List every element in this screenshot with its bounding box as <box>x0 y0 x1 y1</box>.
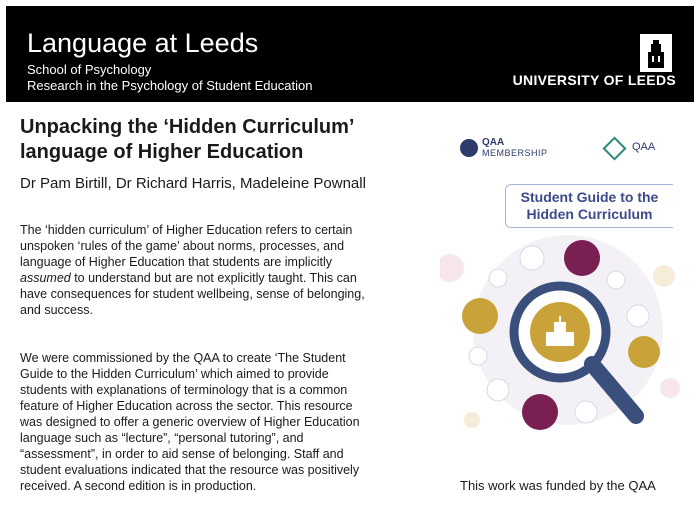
qaa-membership-icon <box>460 139 478 157</box>
text-line <box>20 270 400 286</box>
funding-note: This work was funded by the QAA <box>460 478 656 493</box>
text-span: to understand but are not explicitly taught. This can <box>70 271 357 285</box>
research-group: Research in the Psychology of Student Education <box>27 78 313 93</box>
text-line: language such as “lecture”, “personal tutoring”, and <box>20 431 304 445</box>
text-line: We were commissioned by the QAA to create ‘The Student <box>20 351 346 365</box>
text-line: and success. <box>20 303 93 317</box>
authors: Dr Pam Birtill, Dr Richard Harris, Madeleine Pownall <box>20 175 366 192</box>
text-line: have consequences for student wellbeing, sense of belonging, <box>20 287 365 301</box>
qaa-diamond-icon <box>602 136 626 160</box>
site-title: Language at Leeds <box>27 28 259 58</box>
header-banner <box>6 6 694 102</box>
university-name: UNIVERSITY OF LEEDS <box>512 72 676 88</box>
text-line: Guide to the Hidden Curriculum’ which aimed to provide <box>20 367 329 381</box>
text-line: received. A second edition is in production. <box>20 479 257 493</box>
guide-title-line: Hidden Curriculum <box>526 206 653 222</box>
emphasis-text: assumed <box>20 271 71 285</box>
text-line: students with explanations of terminology that is a common <box>20 383 348 397</box>
guide-title-box <box>505 184 673 228</box>
text-line: language of Higher Education that students are implicitly <box>20 255 332 269</box>
text-line: unspoken ‘rules of the game’ about norms, processes, and <box>20 239 345 253</box>
qaa-membership-bottom: MEMBERSHIP <box>482 148 548 158</box>
text-line: The ‘hidden curriculum’ of Higher Education refers to certain <box>20 223 353 237</box>
qaa-label: QAA <box>632 141 656 153</box>
school-name: School of Psychology <box>27 62 152 77</box>
qaa-membership-top: QAA <box>482 137 505 148</box>
text-line: was designed to offer a generic overview of Higher Education <box>20 415 360 429</box>
commission-paragraph <box>20 350 400 494</box>
intro-paragraph <box>20 222 400 318</box>
text-line: “assessment”, in order to aid sense of belonging. Staff and <box>20 447 344 461</box>
guide-title-line: Student Guide to the <box>520 189 659 205</box>
text-line: student evaluations indicated that the resource was positively <box>20 463 360 477</box>
text-line: feature of Higher Education across the sector. This resource <box>20 399 353 413</box>
hidden-curriculum-illustration <box>440 232 695 444</box>
title-line: Unpacking the ‘Hidden Curriculum’ <box>20 116 355 138</box>
university-crest-icon <box>640 34 672 72</box>
poster-title <box>20 115 410 165</box>
title-line: language of Higher Education <box>20 141 304 163</box>
